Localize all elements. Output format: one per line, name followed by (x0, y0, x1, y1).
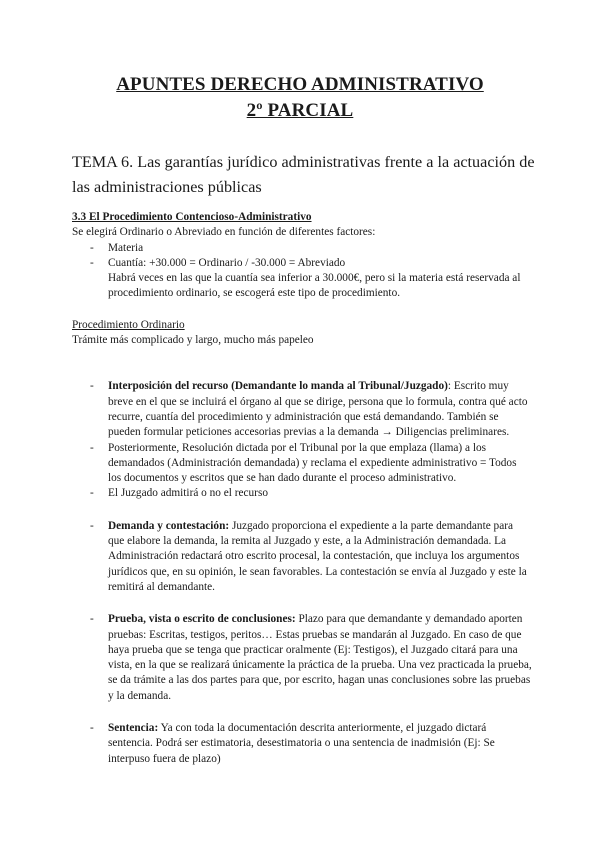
item-text: Ya con toda la documentación descrita anteriormente, el juzgado dictará sentencia. Podrá ser estimatoria, desestimatoria o una sentencia de inadmisión (Ej: Se interpuso fuera de plazo) (108, 722, 495, 765)
list-item (72, 721, 532, 767)
item-text: Posteriormente, Resolución dictada por el Tribunal por la que emplaza (llama) a los demandados (Administración demandada) y reclama el expediente administrativo = Todos los documentos y escritos que se han dado durante el proceso administrativo. (108, 441, 517, 485)
list-dash: - (90, 441, 94, 454)
list-item (72, 256, 532, 271)
document-body (72, 210, 532, 767)
list-dash: - (90, 241, 94, 254)
item-text: : Escrito muy breve en el que se incluirá el órgano al que se dirige, persona que lo formula, contra qué acto recurre, cuantía del procedimiento y administración que está demandando. También se pueden formular peticiones accesorias previas a la demanda → Diligencias preliminares. (108, 380, 528, 439)
list-item (72, 379, 532, 440)
list-dash: - (90, 722, 94, 735)
list-dash: - (90, 487, 94, 500)
section-note: Habrá veces en las que la cuantía sea inferior a 30.000€, pero si la materia está reservada al procedimiento ordinario, se escogerá este tipo de procedimiento. (108, 272, 521, 300)
item-text: Plazo para que demandante y demandado aporten pruebas: Escritas, testigos, peritos… Estas pruebas se mandarán al Juzgado. En caso de que haya prueba que se tenga que practicar oralmente (Ej: Testigos), el Juzgado citará para una vista, en la que se realizará únicamente la práctica de la prueba. Una vez practicada la prueba, se da trámite a las dos partes para que, por escrito, hagan unas conclusiones sobre las pruebas y la demanda. (108, 613, 532, 702)
list-item (72, 441, 532, 487)
tema-heading: TEMA 6. Las garantías jurídico administrativas frente a la actuación de las administraciones públicas (72, 153, 535, 196)
list-item (72, 612, 532, 704)
subsection-intro: Trámite más complicado y largo, mucho más papeleo (72, 334, 314, 347)
list-dash: - (90, 613, 94, 626)
list-item-text: Cuantía: +30.000 = Ordinario / -30.000 = Abreviado (108, 256, 346, 269)
section-heading: 3.3 El Procedimiento Contencioso-Administrativo (72, 211, 312, 223)
item-label: Prueba, vista o escrito de conclusiones: (108, 613, 296, 626)
document-title: APUNTES DERECHO ADMINISTRATIVO (116, 74, 484, 95)
list-item (72, 519, 532, 595)
subsection-heading: Procedimiento Ordinario (72, 318, 185, 331)
item-label: Interposición del recurso (Demandante lo manda al Tribunal/Juzgado) (108, 380, 448, 393)
item-label: Demanda y contestación: (108, 519, 230, 532)
list-item (72, 486, 532, 501)
item-text: El Juzgado admitirá o no el recurso (108, 487, 268, 500)
item-text: Juzgado proporciona el expediente a la parte demandante para que elabore la demanda, la remita al Juzgado y este, a la Administración demandada. La Administración redactará otro escrito procesal, la contestación, que incluya los argumentos jurídicos que, en su opinión, le sean favorables. La contestación se envía al Juzgado y este la remitirá al demandante. (108, 519, 527, 593)
document-subtitle: 2º PARCIAL (246, 100, 354, 121)
list-dash: - (90, 256, 94, 269)
list-item-text: Materia (108, 241, 144, 254)
list-dash: - (90, 380, 94, 393)
list-dash: - (90, 519, 94, 532)
item-label: Sentencia: (108, 722, 159, 735)
section-intro: Se elegirá Ordinario o Abreviado en función de diferentes factores: (72, 226, 376, 239)
list-item (72, 241, 532, 256)
